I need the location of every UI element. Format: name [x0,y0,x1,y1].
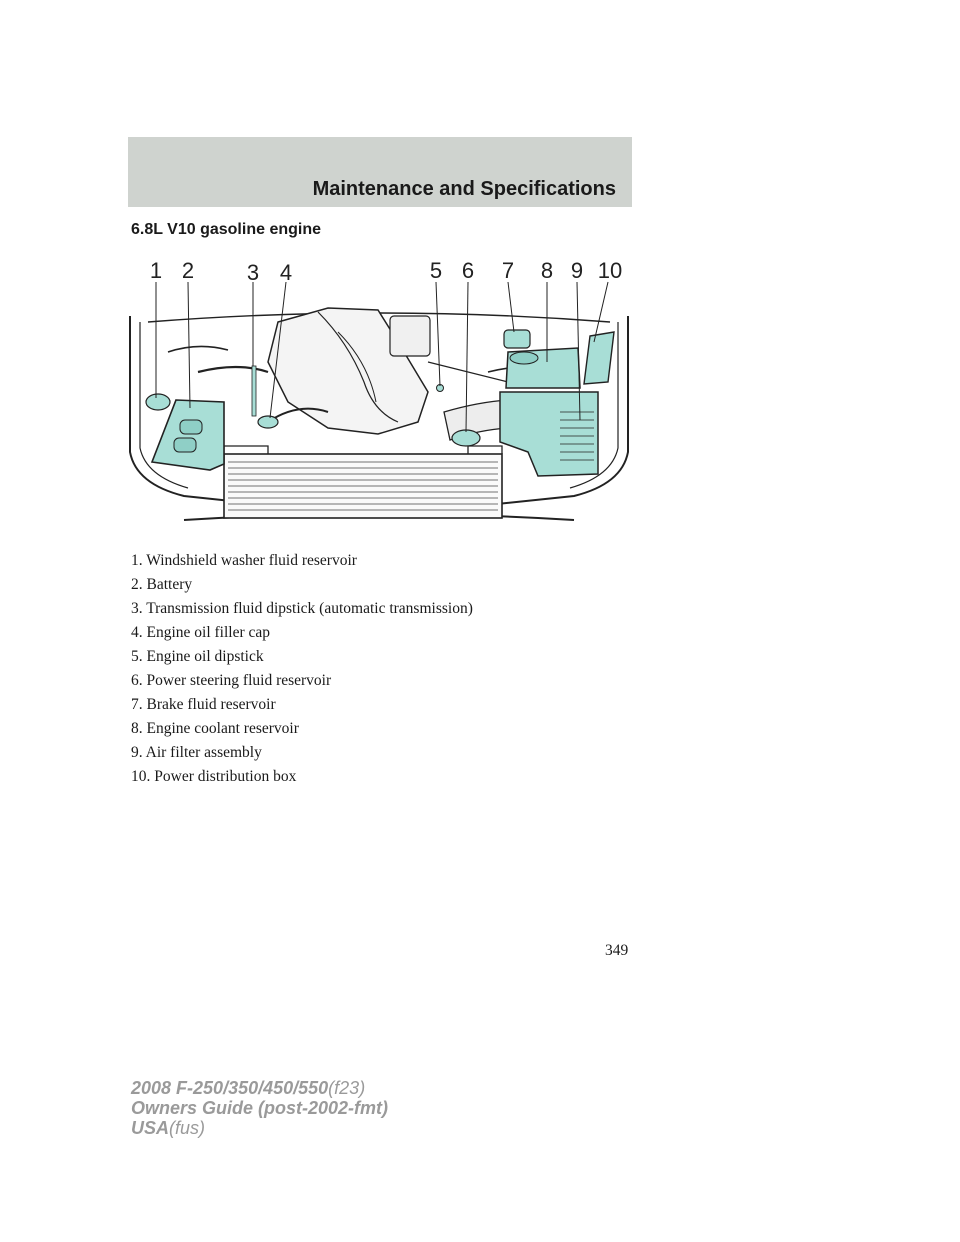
legend-item: 9. Air filter assembly [131,744,262,761]
footer-guide: Owners Guide (post-2002-fmt) [131,1098,389,1118]
page-number: 349 [605,942,629,959]
legend-item: 5. Engine oil dipstick [131,648,264,665]
legend-item: 3. Transmission fluid dipstick (automatic transmission) [131,600,473,617]
legend-item: 2. Battery [131,576,193,593]
footer-market-code: (fus) [169,1118,206,1138]
legend-item: 7. Brake fluid reservoir [131,696,276,713]
legend-item: 6. Power steering fluid reservoir [131,672,332,689]
footer-model-code: (f23) [328,1078,366,1098]
callout-8: 8 [540,258,554,283]
legend-item: 8. Engine coolant reservoir [131,720,299,737]
callout-2: 2 [181,258,195,283]
component-legend [131,550,473,790]
footer-model: 2008 F-250/350/450/550 [131,1078,329,1098]
callout-4: 4 [279,260,293,285]
engine-diagram [128,252,632,540]
chapter-title: Maintenance and Specifications [312,178,616,200]
callout-3: 3 [246,260,260,285]
callout-10: 10 [597,258,623,283]
footer-market: USA [131,1118,170,1138]
callout-5: 5 [429,258,443,283]
header-band [128,137,632,207]
document-footer [131,1078,388,1138]
legend-item: 4. Engine oil filler cap [131,624,271,641]
callout-6: 6 [461,258,475,283]
legend-item: 10. Power distribution box [131,768,297,785]
callout-7: 7 [501,258,515,283]
callout-9: 9 [570,258,584,283]
callout-1: 1 [149,258,163,283]
section-title: 6.8L V10 gasoline engine [131,221,321,238]
legend-item: 1. Windshield washer fluid reservoir [131,552,357,569]
engine-compartment-figure [128,252,632,540]
